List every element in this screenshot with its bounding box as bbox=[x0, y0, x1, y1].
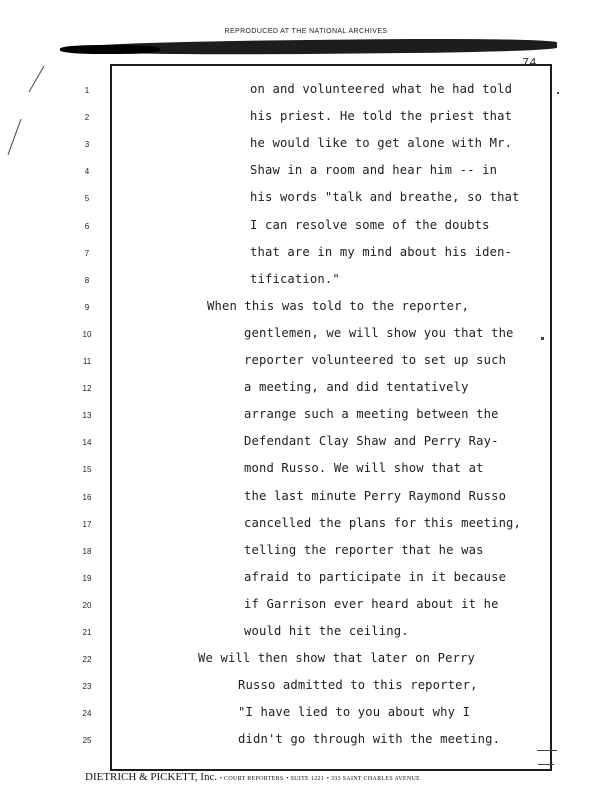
line-text: We will then show that later on Perry bbox=[198, 651, 476, 666]
line-text: his priest. He told the priest that bbox=[250, 109, 513, 124]
line-text: didn't go through with the meeting. bbox=[238, 732, 501, 747]
transcript-line bbox=[0, 678, 612, 705]
transcript-line bbox=[0, 461, 612, 488]
transcript-line bbox=[0, 434, 612, 461]
firm-name: DIETRICH & PICKETT, Inc. bbox=[85, 771, 218, 783]
line-text: mond Russo. We will show that at bbox=[244, 461, 484, 476]
line-number: 1 bbox=[84, 86, 90, 95]
line-number: 8 bbox=[84, 275, 90, 285]
line-number: 23 bbox=[82, 682, 92, 692]
transcript-line bbox=[0, 326, 612, 353]
transcript-line bbox=[0, 597, 612, 624]
line-text: would hit the ceiling. bbox=[244, 624, 409, 638]
line-number: 12 bbox=[82, 384, 92, 394]
transcript-line bbox=[0, 272, 612, 299]
transcript-line bbox=[0, 624, 612, 651]
line-text: if Garrison ever heard about it he bbox=[244, 596, 499, 611]
archive-stamp: REPRODUCED AT THE NATIONAL ARCHIVES bbox=[224, 28, 388, 35]
line-number: 9 bbox=[84, 302, 90, 312]
transcript-line bbox=[0, 136, 612, 163]
line-text: the last minute Perry Raymond Russo bbox=[244, 488, 507, 503]
line-number: 7 bbox=[84, 248, 90, 258]
line-text: I can resolve some of the doubts bbox=[250, 217, 490, 232]
line-number: 24 bbox=[82, 709, 92, 719]
transcript-line bbox=[0, 705, 612, 732]
transcript-line bbox=[0, 218, 612, 245]
line-text: he would like to get alone with Mr. bbox=[250, 136, 513, 151]
line-number: 16 bbox=[82, 492, 92, 502]
line-text: a meeting, and did tentatively bbox=[244, 380, 469, 395]
line-number: 11 bbox=[82, 357, 92, 366]
line-text: Russo admitted to this reporter, bbox=[238, 678, 478, 693]
line-text: reporter volunteered to set up such bbox=[244, 353, 507, 367]
line-number: 13 bbox=[82, 411, 92, 421]
line-number: 17 bbox=[82, 519, 92, 529]
firm-suite: SUITE 1221 bbox=[290, 776, 325, 782]
line-text: on and volunteered what he had told bbox=[250, 82, 513, 96]
transcript-line bbox=[0, 516, 612, 543]
transcript-line bbox=[0, 109, 612, 136]
firm-descriptor: COURT REPORTERS bbox=[224, 776, 284, 782]
line-text: that are in my mind about his iden- bbox=[250, 244, 513, 259]
line-text: arrange such a meeting between the bbox=[244, 407, 499, 422]
line-number: 2 bbox=[84, 113, 90, 123]
line-number: 5 bbox=[84, 194, 90, 204]
transcript-line bbox=[0, 570, 612, 597]
transcript-line bbox=[0, 543, 612, 570]
scan-mark bbox=[538, 764, 554, 765]
transcript-line bbox=[0, 407, 612, 434]
reporter-footer: DIETRICH & PICKETT, Inc. • COURT REPORTERS • SUITE 1221 • 333 SAINT CHARLES AVENUE bbox=[85, 771, 421, 783]
line-text: Shaw in a room and hear him -- in bbox=[250, 163, 498, 178]
line-number: 20 bbox=[82, 600, 92, 610]
line-number: 19 bbox=[82, 573, 92, 583]
line-text: his words "talk and breathe, so that bbox=[250, 190, 520, 205]
line-text: "I have lied to you about why I bbox=[238, 705, 471, 720]
line-text: Defendant Clay Shaw and Perry Ray- bbox=[244, 434, 499, 449]
line-number: 22 bbox=[82, 655, 92, 665]
line-number: 4 bbox=[84, 167, 90, 177]
line-number: 10 bbox=[82, 329, 92, 339]
transcript-line bbox=[0, 732, 612, 759]
transcript-line bbox=[0, 651, 612, 678]
line-text: telling the reporter that he was bbox=[244, 542, 484, 557]
line-number: 21 bbox=[82, 628, 92, 637]
transcript-line bbox=[0, 82, 612, 109]
page-number: 74 bbox=[522, 56, 537, 70]
line-text: cancelled the plans for this meeting, bbox=[244, 515, 522, 530]
line-number: 3 bbox=[84, 140, 90, 150]
line-number: 25 bbox=[82, 736, 92, 746]
transcript-line bbox=[0, 299, 612, 326]
transcript-line bbox=[0, 353, 612, 380]
line-number: 18 bbox=[82, 546, 92, 556]
line-number: 14 bbox=[82, 438, 92, 448]
scan-smudge-dark bbox=[60, 45, 160, 54]
line-number: 15 bbox=[82, 465, 92, 475]
line-text: tification." bbox=[250, 271, 340, 286]
transcript-line bbox=[0, 245, 612, 272]
firm-address: 333 SAINT CHARLES AVENUE bbox=[330, 776, 421, 782]
transcript-line bbox=[0, 489, 612, 516]
line-text: afraid to participate in it because bbox=[244, 569, 507, 584]
transcript-line bbox=[0, 190, 612, 217]
line-text: When this was told to the reporter, bbox=[207, 298, 470, 313]
transcript-line bbox=[0, 163, 612, 190]
line-number: 6 bbox=[84, 221, 90, 231]
line-text: gentlemen, we will show you that the bbox=[244, 325, 514, 340]
transcript-line bbox=[0, 380, 612, 407]
